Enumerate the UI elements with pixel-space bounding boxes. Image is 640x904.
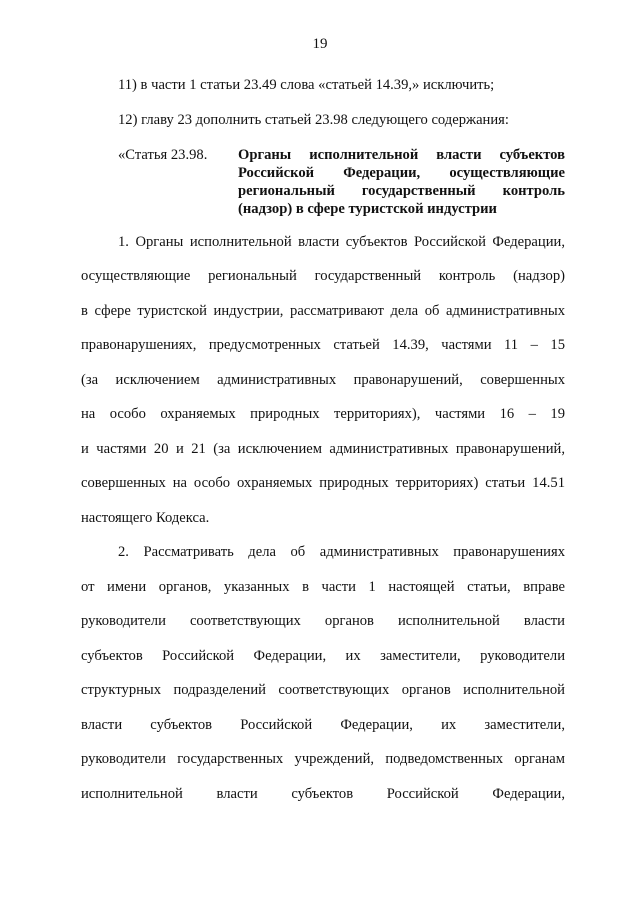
article-number: «Статья 23.98. [118,147,208,163]
paragraph-line: 2. Рассматривать дела об административных правонарушениях [118,544,565,560]
paragraph-line: исполнительной власти субъектов Российской Федерации, [81,786,565,802]
paragraph-line: и частями 20 и 21 (за исключением административных правонарушений, [81,441,565,457]
paragraph-line: руководители государственных учреждений, подведомственных органам [81,751,565,767]
article-title-line: региональный государственный контроль [238,183,565,199]
paragraph-line: осуществляющие региональный государственный контроль (надзор) [81,268,565,284]
paragraph-line: совершенных на особо охраняемых природных территориях) статьи 14.51 [81,475,565,491]
amendment-item-11: 11) в части 1 статьи 23.49 слова «статьей 14.39,» исключить; [118,77,495,93]
paragraph-line: руководители соответствующих органов исполнительной власти [81,613,565,629]
article-title-line: (надзор) в сфере туристской индустрии [238,201,497,217]
paragraph-line: 1. Органы исполнительной власти субъектов Российской Федерации, [118,234,565,250]
paragraph-line: субъектов Российской Федерации, их заместители, руководители [81,648,565,664]
paragraph-line: на особо охраняемых природных территориях), частями 16 – 19 [81,406,565,422]
paragraph-line: власти субъектов Российской Федерации, их заместители, [81,717,565,733]
page-number: 19 [312,36,328,52]
paragraph-line: правонарушениях, предусмотренных статьей 14.39, частями 11 – 15 [81,337,565,353]
amendment-item-12: 12) главу 23 дополнить статьей 23.98 следующего содержания: [118,112,509,128]
paragraph-line: (за исключением административных правонарушений, совершенных [81,372,565,388]
paragraph-line: от имени органов, указанных в части 1 настоящей статьи, вправе [81,579,565,595]
paragraph-line: структурных подразделений соответствующих органов исполнительной [81,682,565,698]
article-title-line: Органы исполнительной власти субъектов [238,147,565,163]
paragraph-line: настоящего Кодекса. [81,510,210,526]
article-title-line: Российской Федерации, осуществляющие [238,165,565,181]
paragraph-line: в сфере туристской индустрии, рассматривают дела об административных [81,303,565,319]
article-title [238,146,565,218]
